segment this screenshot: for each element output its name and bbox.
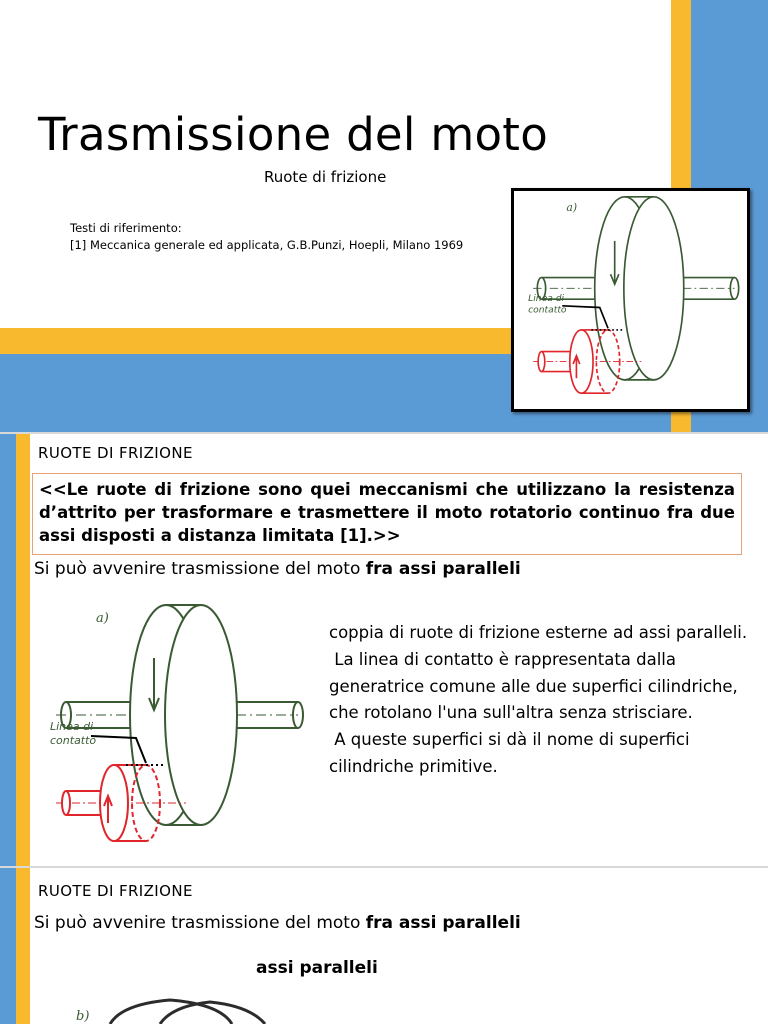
line-bold: fra assi paralleli [365, 559, 521, 579]
description-paragraph-3: A queste superfici si dà il nome di superfici cilindriche primitive. [329, 730, 695, 776]
definition-slide [0, 434, 768, 866]
line-prefix: Si può avvenire trasmissione del moto [34, 913, 366, 933]
blue-strip [0, 868, 16, 1024]
figure-label-line2: contatto [50, 734, 97, 747]
section-heading: RUOTE DI FRIZIONE [38, 882, 193, 900]
parallel-axes-line [34, 559, 521, 579]
figure-label-b: b) [76, 1009, 90, 1024]
external-wheels-figure [36, 598, 310, 860]
parallel-axes-line [34, 913, 521, 933]
subheading: assi paralleli [256, 958, 378, 978]
figure-description [329, 620, 759, 781]
title-slide [0, 0, 768, 432]
external-wheels-drawing [36, 598, 310, 860]
line-prefix: Si può avvenire trasmissione del moto [34, 559, 366, 579]
side-strip [0, 434, 30, 866]
blue-strip [0, 434, 16, 866]
orange-strip [16, 868, 30, 1024]
orange-strip [16, 434, 30, 866]
reference-item: [1] Meccanica generale ed applicata, G.B.Punzi, Hoepli, Milano 1969 [70, 238, 464, 252]
description-paragraph-2: La linea di contatto è rappresentata dalla generatrice comune alle due superfici cilindriche, che rotolano l'una sull'altra senza strisciare. [329, 649, 744, 723]
friction-wheels-drawing [514, 191, 747, 409]
section-heading: RUOTE DI FRIZIONE [38, 444, 193, 462]
definition-quote: <<Le ruote di frizione sono quei meccanismi che utilizzano la resistenza d’attrito per trasformare e trasmettere il moto rotatorio continuo fra due assi disposti a distanza limitata [1].>> [32, 473, 742, 555]
references-heading: Testi di riferimento: [70, 221, 182, 235]
figure-label-line1: Linea di [528, 293, 565, 304]
figure-label-line1: Linea di [50, 720, 94, 733]
internal-wheels-drawing [60, 996, 360, 1024]
references [70, 220, 463, 254]
figure-label-a: a) [96, 611, 109, 626]
friction-wheels-figure [511, 188, 750, 412]
side-strip [0, 868, 30, 1024]
figure-label-line2: contatto [528, 305, 567, 316]
line-bold: fra assi paralleli [365, 913, 521, 933]
slide-title: Trasmissione del moto [38, 108, 549, 161]
slide-subtitle: Ruote di frizione [264, 168, 387, 186]
description-paragraph-1: coppia di ruote di frizione esterne ad assi paralleli. [329, 623, 748, 642]
internal-wheels-figure [60, 996, 360, 1024]
parallel-axes-slide [0, 868, 768, 1024]
figure-label-a: a) [566, 200, 578, 214]
